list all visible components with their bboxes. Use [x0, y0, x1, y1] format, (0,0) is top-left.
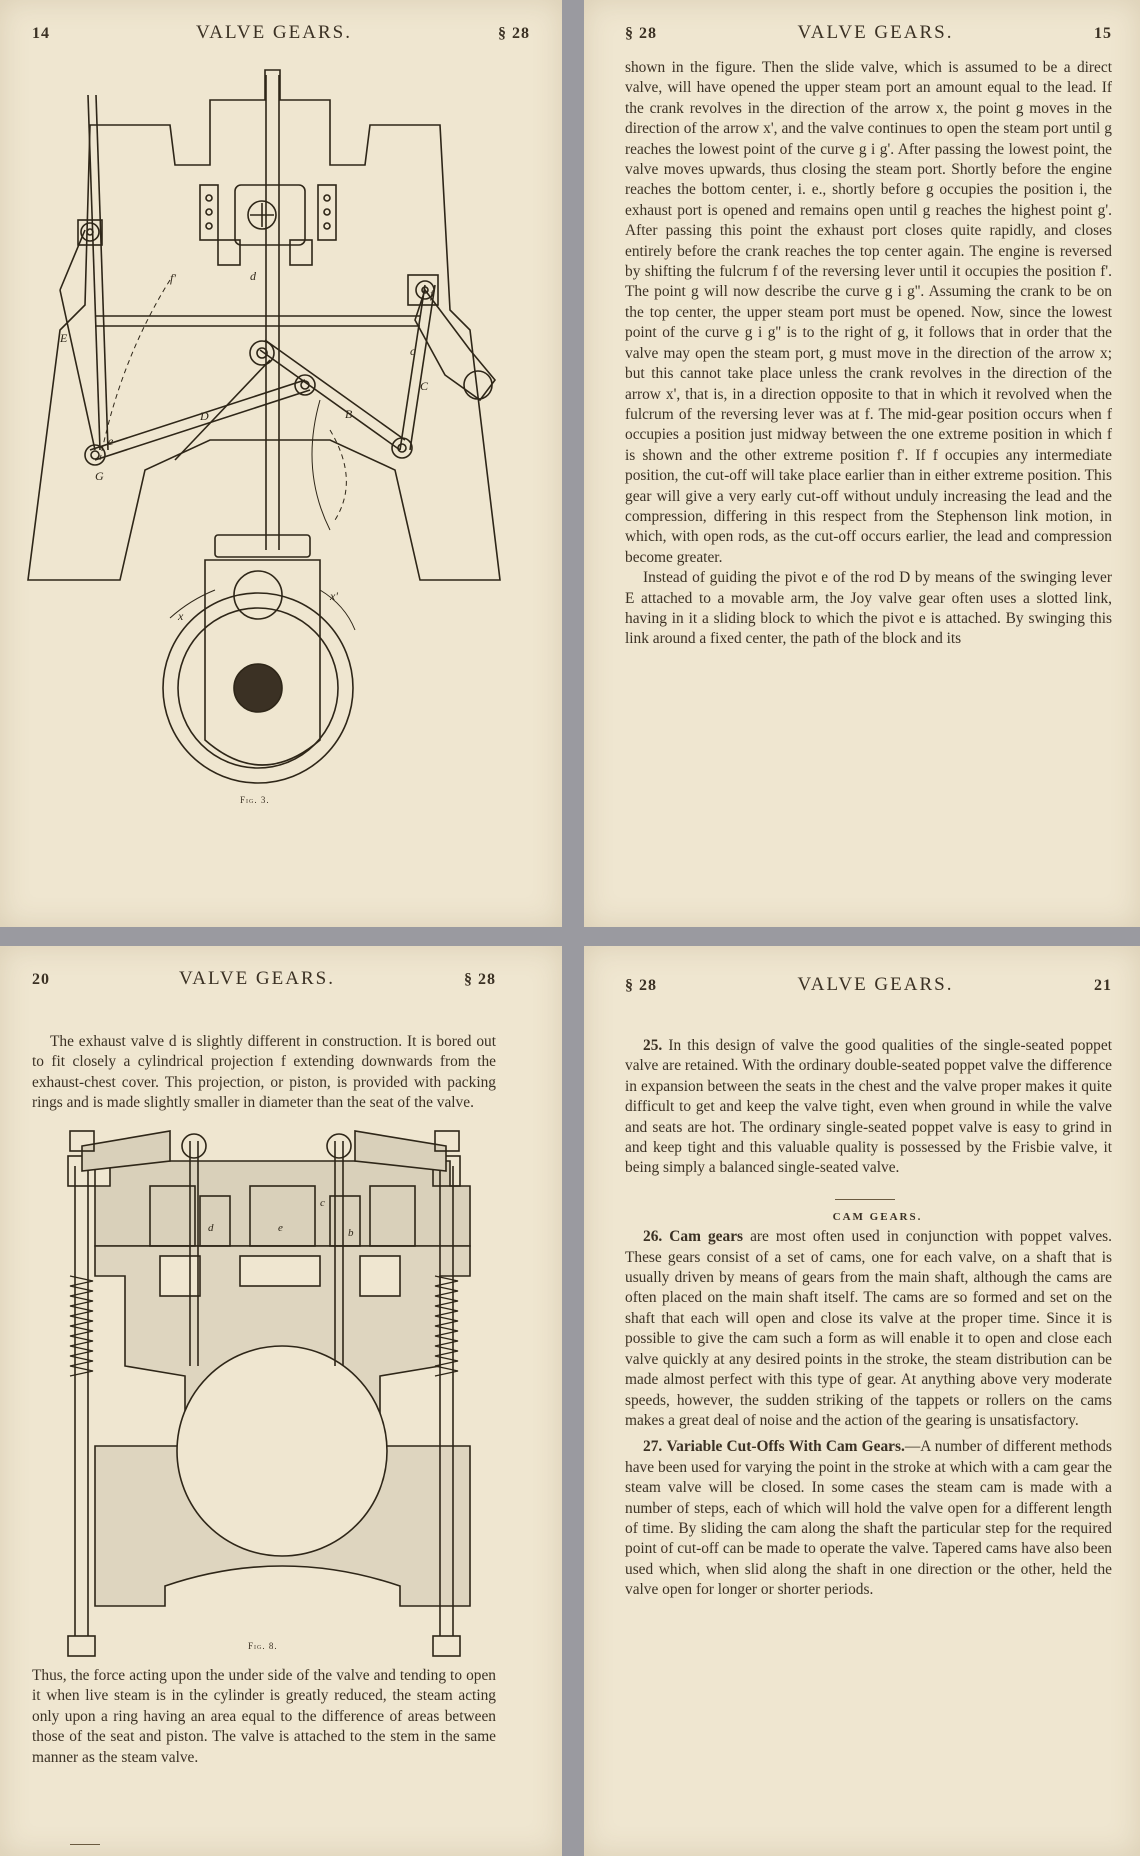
page-21	[584, 946, 1140, 1856]
fig3-label-f: f	[430, 287, 434, 301]
fig3-label-E: E	[60, 331, 68, 345]
fig8-label-b: b	[348, 1227, 354, 1239]
page-number: 15	[1093, 25, 1112, 42]
section-mark: § 28	[625, 977, 657, 994]
page-14	[0, 0, 562, 927]
page-header	[625, 22, 1112, 44]
paragraph-number: 25.	[643, 1037, 663, 1054]
page-15	[584, 0, 1140, 927]
page-header	[625, 974, 1112, 996]
paragraph-text: are most often used in conjunction with poppet valves. These gears consist of a set of cams, one for each valve, on a shaft that is usually driven by means of gears from the main shaft, although the cams are often placed on the main shaft itself. The cams are so formed and set on the shaft that each will open and close its valve at the proper time. Since it is possible to give the cam such a form as will enable it to open and close each valve quickly at any desired points in the stroke, the steam distribution can be made almost perfect with this type of gear. At anything above very moderate speeds, however, the sudden striking of the tappets or rollers on the cams makes a great deal of noise and the action of the gearing is unsatisfactory.	[625, 1228, 1112, 1429]
section-heading: CAM GEARS.	[832, 1210, 923, 1223]
page-mark	[70, 1844, 100, 1845]
page-number: 21	[1093, 977, 1112, 994]
section-mark: § 28	[497, 25, 530, 42]
figure-3-joy-valve-gear	[0, 0, 562, 927]
fig8-label-c: c	[320, 1197, 325, 1209]
fig3-label-c: c	[410, 344, 416, 358]
running-title: VALVE GEARS.	[797, 22, 954, 43]
paragraph-number: 27.	[643, 1438, 663, 1456]
fig3-label-G: G	[95, 469, 104, 483]
running-title: VALVE GEARS.	[196, 22, 352, 43]
paragraph-term: Cam gears	[669, 1228, 744, 1246]
paragraph-term: Variable Cut-Offs With Cam Gears.	[666, 1438, 905, 1456]
body-text	[625, 58, 1112, 650]
paragraph-text: In this design of valve the good qualities of the single-seated poppet valve are retained. With the ordinary double-seated poppet valve the difference in expansion between the seats in the chest and the valve proper makes it quite difficult to get and keep the valve tight, even when ground in while the valve and seats are hot. The ordinary single-seated poppet valve is easy to grind in and keep tight and this valuable quality is possessed by the Frisbie valve, it being simply a balanced single-seated valve.	[625, 1037, 1112, 1177]
fig3-label-B: B	[345, 407, 353, 421]
section-mark: § 28	[463, 971, 496, 988]
figure-caption: Fig. 8.	[248, 1641, 278, 1651]
paragraph-text: —A number of different methods have been used for varying the point in the stroke at which with a cam gear the steam valve will be closed. In some cases the steam cam is made with a number of steps, each of which will hold the valve open for a different length of time. By sliding the cam along the shaft the particular step for the required point of cut-off can be made to operate the valve. Tapered cams have also been used which, when slid along the shaft in one direction or the other, held the valve open for longer or shorter periods.	[625, 1438, 1112, 1599]
running-title: VALVE GEARS.	[797, 974, 954, 995]
section-mark: § 28	[625, 25, 657, 42]
paragraph: The exhaust valve d is slightly different in construction. It is bored out to fit closely a cylindrical projection f extending downwards from the exhaust-chest cover. This projection, or piston, is provided with packing rings and is made slightly smaller in diameter than the seat of the valve.	[32, 1033, 496, 1112]
body-text	[625, 1036, 1112, 1601]
paragraph-25	[625, 1036, 1112, 1179]
paragraph-number: 26.	[643, 1228, 663, 1246]
fig3-label-f-prime: f'	[170, 271, 176, 285]
paragraph-27	[625, 1437, 1112, 1600]
page-number: 14	[32, 25, 50, 42]
figure-caption: Fig. 3.	[240, 795, 270, 805]
fig8-label-e: e	[278, 1222, 283, 1234]
running-title: VALVE GEARS.	[179, 968, 335, 989]
fig3-label-e: e	[108, 434, 114, 448]
paragraph: shown in the figure. Then the slide valve, which is assumed to be a direct valve, will have opened the upper steam port an amount equal to the lead. If the crank revolves in the direction of the arrow x, the point g moves in the direction of the arrow x', and the valve continues to open the steam port until g reaches the lowest point of the curve g i g'. After passing the lowest point, the valve moves upwards, thus closing the steam port. Shortly before the engine reaches the bottom center, i. e., shortly before g occupies the position i, the exhaust port is opened and remains open until g reaches the highest point g'. After passing this point the exhaust port closes quite rapidly, and closes entirely before the crank reaches the top center again. The engine is reversed by shifting the fulcrum f of the reversing lever until it occupies the position f'. The point g will now describe the curve g i g''. Assuming the crank to be on the top center, the upper steam port must be opened. Now, since the lowest point of the curve g i g'' is to the right of g, it follows that in order that the valve may open the steam port, g must move in the direction of the arrow x; but this cannot take place unless the crank revolves in the direction of the arrow x', that is, in a direction opposite to that in which it revolved when the fulcrum of the reversing lever was at f. The mid-gear position occurs when f occupies a position just midway between the one extreme position in which f is shown and the other extreme position f'. If f occupies any intermediate position, the cut-off will take place earlier than in either extreme position. This gear will give a very early cut-off without unduly increasing the lead and the compression, differing in this respect from the Stephenson link motion, in which, with open rods, as the cut-off occurs earlier, the lead and compression become greater.	[625, 59, 1112, 566]
page-number: 20	[32, 971, 50, 988]
paragraph-26	[625, 1227, 1112, 1431]
paragraph: Instead of guiding the pivot e of the rod D by means of the swinging lever E attached to a movable arm, the Joy valve gear often uses a slotted link, having in it a sliding block to which the pivot e is attached. By swinging this link around a fixed center, the path of the block and its	[625, 569, 1112, 648]
page-20	[0, 946, 562, 1856]
paragraph: Thus, the force acting upon the under side of the valve and tending to open it when live steam is in the cylinder is greatly reduced, the steam acting only upon a ring having an area equal to the difference of areas between those of the seat and piston. The valve is attached to the stem in the same manner as the steam valve.	[32, 1667, 496, 1766]
fig3-label-x: x	[178, 609, 184, 623]
fig3-label-d: d	[250, 269, 256, 283]
fig3-label-C: C	[420, 379, 429, 393]
fig3-label-x-prime: x'	[330, 589, 338, 603]
fig8-label-d: d	[208, 1222, 214, 1234]
section-divider	[625, 1179, 1112, 1207]
body-text-bottom	[32, 1666, 496, 1768]
fig3-label-D: D	[200, 409, 209, 423]
